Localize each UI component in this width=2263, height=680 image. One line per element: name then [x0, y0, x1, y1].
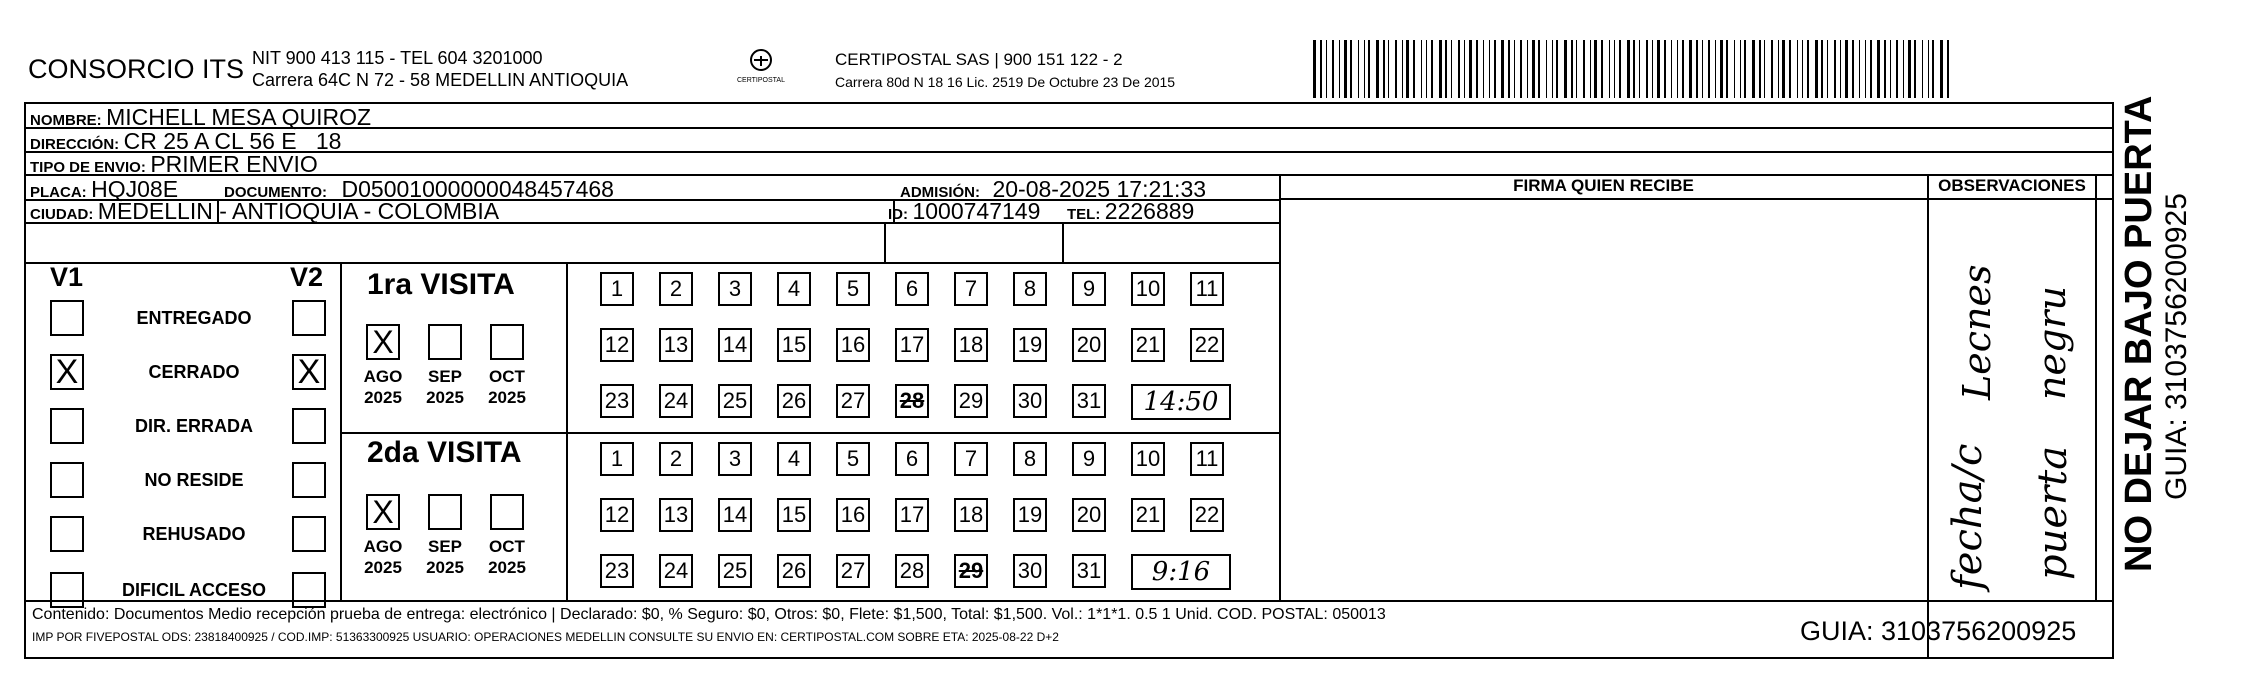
barcode-bar	[1332, 40, 1334, 98]
admision: 20-08-2025 17:21:33	[992, 176, 1207, 202]
visit1-day-box[interactable]: 19	[1013, 328, 1047, 362]
barcode-bar	[1464, 40, 1465, 98]
visit1-day-box[interactable]: 1	[600, 272, 634, 306]
barcode-bar	[1671, 40, 1672, 98]
barcode-bar	[1406, 40, 1409, 98]
placa-label: PLACA:	[30, 184, 87, 201]
observation-handwriting-3: fecha/c	[1945, 443, 1991, 590]
barcode-bar	[1689, 40, 1692, 98]
visit1-month-checkbox[interactable]: X	[366, 324, 400, 360]
visit2-day-box[interactable]: 14	[718, 498, 752, 532]
status-v1-checkbox[interactable]	[50, 572, 84, 608]
visit2-day-box[interactable]: 21	[1131, 498, 1165, 532]
tel-label: TEL:	[1067, 206, 1101, 223]
status-v2-checkbox[interactable]	[292, 516, 326, 552]
visit2-day-box[interactable]: 11	[1190, 442, 1224, 476]
nombre-label: NOMBRE:	[30, 112, 102, 129]
month-year: 2025	[488, 388, 526, 407]
barcode-bar	[1590, 40, 1591, 98]
visit2-day-box[interactable]: 2	[659, 442, 693, 476]
status-v2-checkbox[interactable]	[292, 572, 326, 608]
barcode-bar	[1413, 40, 1415, 98]
barcode-bar	[1752, 40, 1755, 98]
recipient-tel: 2226889	[1104, 198, 1195, 224]
month-name: OCT	[489, 367, 525, 386]
firma-header: FIRMA QUIEN RECIBE	[1513, 176, 1694, 195]
visit2-day-box[interactable]: 25	[718, 554, 752, 588]
visit1-day-box[interactable]: 8	[1013, 272, 1047, 306]
barcode-bar	[1789, 40, 1791, 98]
barcode-bar	[1469, 40, 1472, 98]
observaciones-header: OBSERVACIONES	[1938, 176, 2086, 195]
visit2-day-box[interactable]: 9	[1072, 442, 1106, 476]
barcode-bar	[1744, 40, 1746, 98]
month-year: 2025	[426, 388, 464, 407]
visit1-day-box[interactable]: 20	[1072, 328, 1106, 362]
barcode-bar	[1922, 40, 1923, 98]
tipo-envio: PRIMER ENVIO	[150, 151, 318, 177]
barcode-bar	[1439, 40, 1442, 98]
admision-label: ADMISIÓN:	[900, 184, 980, 201]
contenido-line: Contenido: Documentos Medio recepción prueba de entrega: electrónico | Declarado: $0, % Seguro: $0, Otros: $0, Flete: $1,500, Total: $1,500. Vol.: 1*1*1. 0.5 1 Unid. COD. POSTAL: 050013	[32, 606, 1386, 623]
barcode-bar	[1388, 40, 1389, 98]
barcode-bar	[1708, 40, 1710, 98]
barcode-bar	[1928, 40, 1929, 98]
visit1-day-box[interactable]: 27	[836, 384, 870, 418]
status-v2-checkbox[interactable]	[292, 300, 326, 336]
month-year: 2025	[488, 558, 526, 577]
barcode-bar	[1514, 40, 1515, 98]
visit2-day-box[interactable]: 23	[600, 554, 634, 588]
visit2-day-box[interactable]: 13	[659, 498, 693, 532]
barcode-bar	[1639, 40, 1640, 98]
barcode-bar	[1845, 40, 1848, 98]
barcode-bar	[1552, 40, 1553, 98]
visit2-month-label	[420, 536, 470, 578]
barcode-bar	[1619, 40, 1621, 98]
recipient-id: 1000747149	[912, 198, 1041, 224]
visit1-day-box[interactable]: 13	[659, 328, 693, 362]
visit1-day-box[interactable]: 2	[659, 272, 693, 306]
visit2-day-box[interactable]: 7	[954, 442, 988, 476]
barcode-bar	[1947, 40, 1949, 98]
visit2-day-box[interactable]: 12	[600, 498, 634, 532]
visit2-day-box[interactable]: 28	[895, 554, 929, 588]
status-v1-checkbox[interactable]	[50, 408, 84, 444]
status-label: DIFICIL ACCESO	[121, 580, 266, 600]
v2-header: V2	[290, 262, 324, 292]
barcode-bar	[1696, 40, 1698, 98]
visit2-day-box[interactable]: 8	[1013, 442, 1047, 476]
barcode-bar	[1538, 40, 1540, 98]
guia-footer: GUIA: 3103756200925	[1800, 616, 2077, 646]
barcode-bar	[1807, 40, 1809, 98]
barcode-bar	[1476, 40, 1478, 98]
barcode-bar	[1326, 40, 1327, 98]
status-v2-checkbox[interactable]	[292, 462, 326, 498]
month-name: OCT	[489, 537, 525, 556]
visit2-day-box[interactable]: 27	[836, 554, 870, 588]
barcode-bar	[1877, 40, 1880, 98]
barcode-bar	[1601, 40, 1603, 98]
barcode-bar	[1852, 40, 1854, 98]
status-v2-checkbox[interactable]	[292, 408, 326, 444]
visit1-day-box[interactable]: 3	[718, 272, 752, 306]
barcode-bar	[1313, 40, 1316, 98]
barcode-bar	[1682, 40, 1684, 98]
status-label: DIR. ERRADA	[134, 416, 253, 436]
barcode-bar	[1489, 40, 1490, 98]
visit2-day-box[interactable]: 30	[1013, 554, 1047, 588]
month-year: 2025	[364, 558, 402, 577]
visit2-day-box[interactable]: 22	[1190, 498, 1224, 532]
barcode-bar	[1483, 40, 1484, 98]
barcode-bar	[1657, 40, 1660, 98]
visit2-day-box[interactable]: 24	[659, 554, 693, 588]
barcode-bar	[1614, 40, 1615, 98]
ciudad: MEDELLIN - ANTIOQUIA - COLOMBIA	[97, 198, 500, 224]
visit2-day-box[interactable]: 4	[777, 442, 811, 476]
barcode-bar	[1368, 40, 1370, 98]
barcode-bar	[1576, 40, 1577, 98]
company-name: CONSORCIO ITS	[28, 54, 245, 84]
barcode-bar	[1740, 40, 1741, 98]
barcode-bar	[1782, 40, 1785, 98]
visit2-day-box[interactable]: 20	[1072, 498, 1106, 532]
svg-text:CERTIPOSTAL: CERTIPOSTAL	[737, 77, 785, 84]
barcode-bar	[1376, 40, 1379, 98]
visit1-day-box[interactable]: 26	[777, 384, 811, 418]
barcode-bar	[1677, 40, 1678, 98]
barcode-bar	[1395, 40, 1397, 98]
barcode-bar	[1458, 40, 1460, 98]
visit2-day-box[interactable]: 16	[836, 498, 870, 532]
visit1-day-box[interactable]: 5	[836, 272, 870, 306]
visit2-day-box[interactable]: 31	[1072, 554, 1106, 588]
barcode-bar	[1358, 40, 1359, 98]
status-label: REHUSADO	[142, 524, 246, 544]
visit1-month-label	[358, 366, 408, 408]
month-name: SEP	[427, 367, 463, 386]
barcode-bar	[1501, 40, 1504, 98]
visit2-day-box-marked[interactable]: 29	[954, 554, 988, 588]
visit1-month-label	[482, 366, 532, 408]
visit2-day-box[interactable]: 5	[836, 442, 870, 476]
barcode-bar	[1594, 40, 1597, 98]
barcode-bar	[1759, 40, 1761, 98]
nit-line: NIT 900 413 115 - TEL 604 3201000	[252, 48, 543, 68]
barcode-bar	[1564, 40, 1567, 98]
visit1-day-box[interactable]: 17	[895, 328, 929, 362]
visit2-day-box[interactable]: 26	[777, 554, 811, 588]
barcode-bar	[1350, 40, 1352, 98]
status-v1-checkbox[interactable]: X	[50, 354, 84, 390]
visit1-day-box[interactable]: 23	[600, 384, 634, 418]
visit2-day-box[interactable]: 1	[600, 442, 634, 476]
barcode-bar	[1834, 40, 1836, 98]
barcode-bar	[1815, 40, 1818, 98]
visit1-month-checkbox[interactable]	[428, 324, 462, 360]
visit2-month-label	[482, 536, 532, 578]
barcode-bar	[1556, 40, 1558, 98]
visit1-day-box[interactable]: 21	[1131, 328, 1165, 362]
barcode-bar	[1720, 40, 1723, 98]
barcode-bar	[1344, 40, 1347, 98]
visit1-day-box[interactable]: 30	[1013, 384, 1047, 418]
certipostal-address: Carrera 80d N 18 16 Lic. 2519 De Octubre 23 De 2015	[835, 74, 1176, 90]
visit1-time[interactable]: 14:50	[1131, 384, 1231, 420]
status-label: CERRADO	[148, 362, 240, 382]
imp-line: IMP POR FIVEPOSTAL ODS: 23818400925 / COD.IMP: 51363300925 USUARIO: OPERACIONES MEDELLIN CONSULTE SU ENVIO EN: CERTIPOSTAL.COM SOBRE ETA: 2025-08-22 D+2	[32, 630, 1059, 644]
barcode-bar	[1764, 40, 1765, 98]
barcode-bar	[1494, 40, 1496, 98]
documento-label: DOCUMENTO:	[224, 184, 328, 201]
direccion-label: DIRECCIÓN:	[30, 136, 120, 153]
visit2-day-box[interactable]: 6	[895, 442, 929, 476]
visit2-time[interactable]: 9:16	[1131, 554, 1231, 590]
barcode-bar	[1802, 40, 1803, 98]
barcode-bar	[1421, 40, 1422, 98]
visit1-day-box[interactable]: 4	[777, 272, 811, 306]
barcode-bar	[1571, 40, 1573, 98]
visit1-month-label	[420, 366, 470, 408]
observation-handwriting-4: puerta	[2030, 445, 2076, 580]
address-line: Carrera 64C N 72 - 58 MEDELLIN ANTIOQUIA	[252, 70, 629, 90]
visit1-month-checkbox[interactable]	[490, 324, 524, 360]
barcode-bar	[1426, 40, 1427, 98]
barcode-bar	[1870, 40, 1872, 98]
month-name: AGO	[363, 367, 403, 386]
v1-header: V1	[50, 262, 84, 292]
visit1-day-box[interactable]: 7	[954, 272, 988, 306]
barcode-bar	[1797, 40, 1798, 98]
observation-handwriting-2: negru	[2030, 286, 2074, 400]
visit1-day-box[interactable]: 11	[1190, 272, 1224, 306]
barcode-bar	[1896, 40, 1898, 98]
visit2-month-checkbox[interactable]: X	[366, 494, 400, 530]
month-name: SEP	[427, 537, 463, 556]
barcode-bar	[1726, 40, 1728, 98]
ciudad-label: CIUDAD:	[30, 206, 94, 223]
visit1-day-box[interactable]: 12	[600, 328, 634, 362]
barcode-bar	[1771, 40, 1773, 98]
month-year: 2025	[364, 388, 402, 407]
visit1-day-box[interactable]: 22	[1190, 328, 1224, 362]
visit1-day-box-marked[interactable]: 28	[895, 384, 929, 418]
visit1-day-box[interactable]: 9	[1072, 272, 1106, 306]
recipient-name: MICHELL MESA QUIROZ	[106, 104, 372, 130]
barcode-bar	[1527, 40, 1528, 98]
barcode-bar	[1903, 40, 1904, 98]
barcode-bar	[1932, 40, 1934, 98]
barcode-bar	[1627, 40, 1630, 98]
barcode-bar	[1890, 40, 1891, 98]
observation-handwriting-1: Lecnes	[1955, 264, 1999, 400]
barcode-bar	[1940, 40, 1943, 98]
barcode-bar	[1821, 40, 1823, 98]
status-label: NO RESIDE	[144, 470, 244, 490]
id-label: ID:	[888, 206, 908, 223]
barcode-bar	[1532, 40, 1535, 98]
barcode-bar	[1865, 40, 1866, 98]
visit2-day-box[interactable]: 15	[777, 498, 811, 532]
barcode-bar	[1546, 40, 1547, 98]
barcode-bar	[1364, 40, 1365, 98]
barcode-bar	[1402, 40, 1403, 98]
visit2-day-box[interactable]: 10	[1131, 442, 1165, 476]
visit2-month-label	[358, 536, 408, 578]
status-v2-checkbox[interactable]: X	[292, 354, 326, 390]
visit2-day-box[interactable]: 18	[954, 498, 988, 532]
month-year: 2025	[426, 558, 464, 577]
tipo-envio-label: TIPO DE ENVIO:	[30, 159, 146, 176]
visit2-day-box[interactable]: 17	[895, 498, 929, 532]
visit1-title: 1ra VISITA	[367, 268, 515, 301]
status-label: ENTREGADO	[136, 308, 252, 328]
placa: HQJ08E	[91, 176, 179, 202]
barcode-bar	[1583, 40, 1585, 98]
visit2-day-box[interactable]: 3	[718, 442, 752, 476]
barcode-bar	[1914, 40, 1916, 98]
barcode-bar	[1508, 40, 1510, 98]
visit1-day-box[interactable]: 25	[718, 384, 752, 418]
certipostal-name: CERTIPOSTAL SAS | 900 151 122 - 2	[835, 50, 1123, 69]
guia-side: GUIA: 3103756200925	[2160, 193, 2193, 500]
barcode-bar	[1715, 40, 1716, 98]
visit2-day-box[interactable]: 19	[1013, 498, 1047, 532]
documento: D05001000000048457468	[341, 176, 614, 202]
barcode-bar	[1383, 40, 1385, 98]
barcode-bar	[1884, 40, 1886, 98]
visit1-day-box[interactable]: 16	[836, 328, 870, 362]
barcode-bar	[1339, 40, 1340, 98]
barcode-bar	[1451, 40, 1452, 98]
visit2-title: 2da VISITA	[367, 436, 522, 469]
visit2-month-checkbox[interactable]	[490, 494, 524, 530]
barcode-bar	[1908, 40, 1911, 98]
visit1-day-box[interactable]: 18	[954, 328, 988, 362]
certipostal-logo	[732, 48, 790, 88]
recipient-address: CR 25 A CL 56 E 18	[123, 128, 342, 154]
barcode-bar	[1652, 40, 1653, 98]
barcode-bar	[1664, 40, 1666, 98]
visit1-day-box[interactable]: 6	[895, 272, 929, 306]
visit1-day-box[interactable]: 31	[1072, 384, 1106, 418]
status-v1-checkbox[interactable]	[50, 462, 84, 498]
visit1-day-box[interactable]: 15	[777, 328, 811, 362]
no-dejar-bajo-puerta: NO DEJAR BAJO PUERTA	[2118, 95, 2160, 572]
barcode-bar	[1778, 40, 1779, 98]
barcode-icon	[1313, 40, 1953, 98]
barcode-bar	[1859, 40, 1860, 98]
barcode-bar	[1702, 40, 1703, 98]
month-name: AGO	[363, 537, 403, 556]
visit1-day-box[interactable]: 14	[718, 328, 752, 362]
visit2-month-checkbox[interactable]	[428, 494, 462, 530]
barcode-bar	[1320, 40, 1322, 98]
visit1-day-box[interactable]: 29	[954, 384, 988, 418]
barcode-bar	[1840, 40, 1841, 98]
visit1-day-box[interactable]: 10	[1131, 272, 1165, 306]
barcode-bar	[1646, 40, 1648, 98]
barcode-bar	[1633, 40, 1635, 98]
barcode-bar	[1827, 40, 1828, 98]
visit1-day-box[interactable]: 24	[659, 384, 693, 418]
barcode-bar	[1520, 40, 1522, 98]
status-v1-checkbox[interactable]	[50, 516, 84, 552]
status-v1-checkbox[interactable]	[50, 300, 84, 336]
barcode-bar	[1445, 40, 1447, 98]
barcode-bar	[1431, 40, 1433, 98]
barcode-bar	[1609, 40, 1610, 98]
barcode-bar	[1734, 40, 1735, 98]
